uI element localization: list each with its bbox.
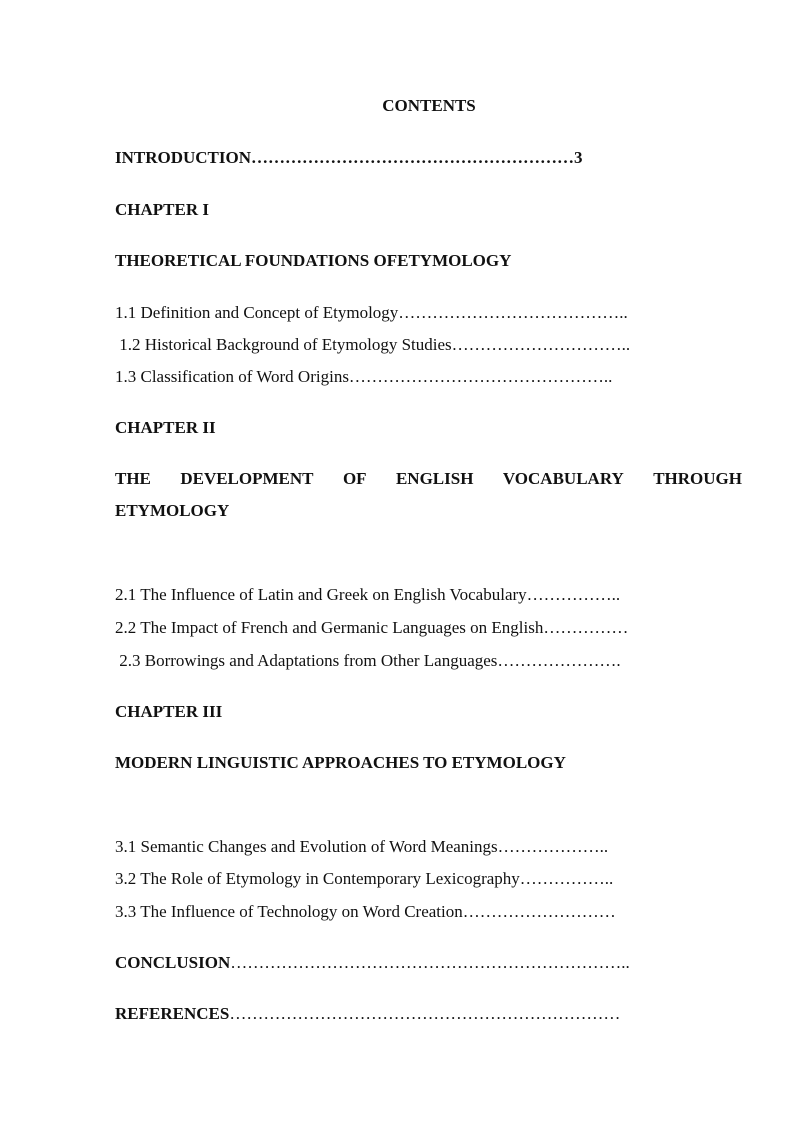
chapter-1-label: CHAPTER I [115,200,209,219]
toc-item-1-3: 1.3 Classification of Word Origins……………………………………….. [115,367,613,386]
references-label: REFERENCES [115,1004,230,1023]
toc-item-3-2: 3.2 The Role of Etymology in Contemporary Lexicography…………….. [115,869,614,888]
toc-item-3-3: 3.3 The Influence of Technology on Word Creation……………………… [115,902,616,921]
chapter-2-heading [115,469,742,489]
chapter-3-label: CHAPTER III [115,702,223,721]
heading-word: THE [115,469,151,488]
heading-word: THROUGH [653,469,742,488]
heading-word: ENGLISH [395,469,474,488]
toc-item-3-1: 3.1 Semantic Changes and Evolution of Word Meanings……………….. [115,837,609,856]
references-dots: …………………………………………………………… [229,1004,621,1023]
chapter-2-heading-line2: ETYMOLOGY [115,501,230,520]
chapter-3-heading: MODERN LINGUISTIC APPROACHES TO ETYMOLOGY [115,753,566,772]
toc-item-1-1: 1.1 Definition and Concept of Etymology………………………………….. [115,303,628,322]
chapter-2-label: CHAPTER II [115,418,216,437]
heading-word: OF [342,469,367,488]
heading-word: VOCABULARY [502,469,624,488]
heading-word: DEVELOPMENT [180,469,314,488]
toc-references [115,1004,620,1024]
toc-introduction: INTRODUCTION…………………………………………………3 [115,148,583,167]
toc-item-2-1: 2.1 The Influence of Latin and Greek on English Vocabulary…………….. [115,585,621,604]
conclusion-dots: …………………………………………………………….. [230,953,630,972]
page-title: CONTENTS [382,96,476,115]
conclusion-label: CONCLUSION [115,953,231,972]
toc-item-2-3: 2.3 Borrowings and Adaptations from Other Languages…………………. [115,651,621,670]
toc-item-1-2: 1.2 Historical Background of Etymology Studies………………………….. [115,335,631,354]
chapter-1-heading: THEORETICAL FOUNDATIONS OFETYMOLOGY [115,251,512,270]
toc-item-2-2: 2.2 The Impact of French and Germanic Languages on English…………… [115,618,629,637]
toc-conclusion [115,953,630,973]
